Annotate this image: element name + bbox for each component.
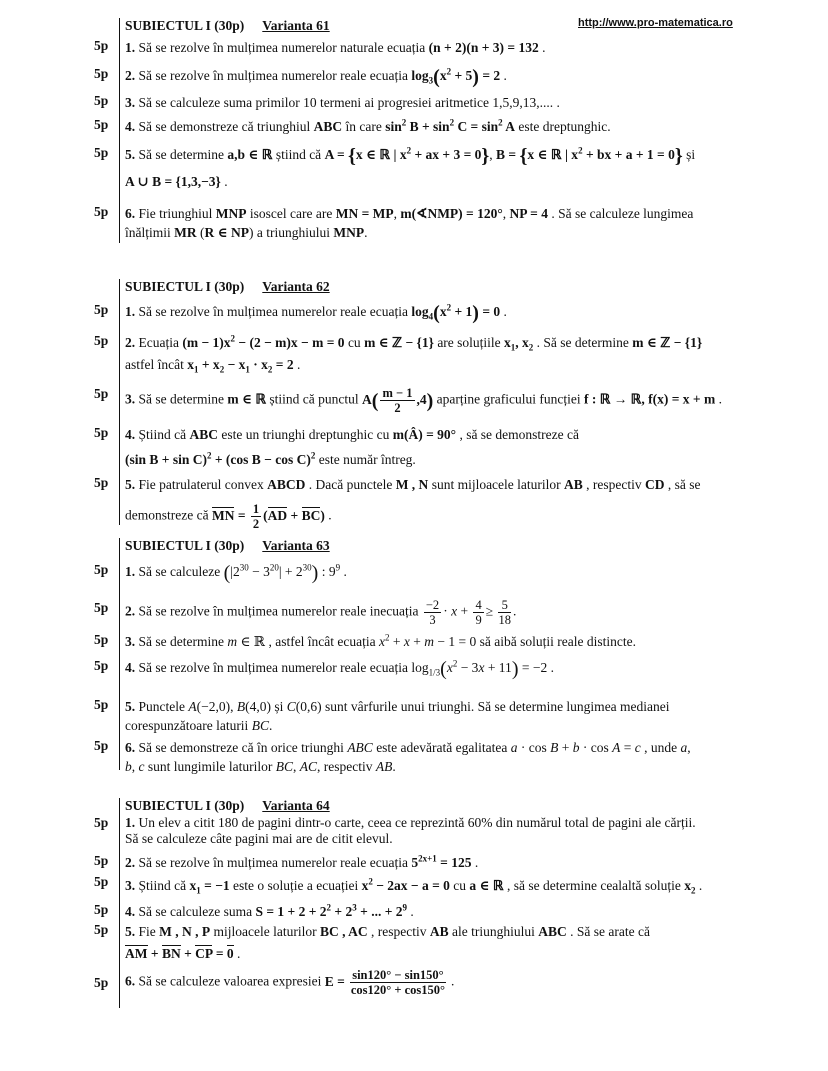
points-label: 5p [94, 697, 109, 712]
problem-item: 4. Să se demonstreze că triunghiul ABC în care $\sin^2 B + \sin^2 C = \sin^2 A$ este dreptunghic. [125, 117, 611, 134]
problem-number: 4. [125, 119, 136, 134]
problem-number: 4. [125, 660, 136, 675]
problem-number: 6. [125, 206, 136, 221]
variant-label: Varianta 64 [262, 798, 330, 813]
problem-number: 1. [125, 304, 136, 319]
section-title: SUBIECTUL I (30p) [125, 18, 245, 33]
problem-number: 5. [125, 477, 136, 492]
problem-number: 3. [125, 391, 136, 407]
problem-item: 3. Să se determine m ∈ ℝ știind că punctul A( $\frac{m - 1}{2}$ ,4) aparține graficului funcției f : ℝ → ℝ, f(x) = x + m . [125, 386, 722, 415]
points-label: 5p [94, 425, 109, 440]
points-label: 5p [94, 333, 109, 348]
margin-rule [119, 18, 120, 243]
points-label: 5p [94, 600, 109, 615]
points-label: 5p [94, 117, 109, 132]
problem-item: 2. Să se rezolve în mulțimea numerelor reale ecuația $5^{2x+1} = 125$ . [125, 853, 479, 870]
points-label: 5p [94, 145, 109, 160]
points-label: 5p [94, 562, 109, 577]
problem-item: 2. Să se rezolve în mulțimea numerelor reale ecuația $\log_3(x^2 + 5) = 2$ . [125, 65, 507, 88]
margin-rule [119, 798, 120, 1008]
problem-item: 5. Punctele A(−2,0), B(4,0) și C(0,6) sunt vârfurile unui triunghi. Să se determine lungimea medianei corespunzătoare laturii BC. [125, 699, 670, 733]
points-label: 5p [94, 66, 109, 81]
points-label: 5p [94, 658, 109, 673]
section-heading [125, 279, 330, 295]
problem-number: 6. [125, 973, 136, 989]
problem-number: 2. [125, 68, 136, 83]
section-heading [125, 798, 330, 814]
points-label: 5p [94, 815, 109, 830]
section-heading [125, 18, 330, 34]
problem-item: 1. Să se rezolve în mulțimea numerelor reale ecuația $\log_4(x^2 + 1) = 0$ . [125, 301, 507, 324]
problem-item: 1. Un elev a citit 180 de pagini dintr-o carte, ceea ce reprezintă 60% din numărul total de pagini ale cărții. Să se calculeze câte pagini mai are de citit elevul. [125, 815, 696, 846]
problem-number: 3. [125, 95, 136, 110]
points-label: 5p [94, 853, 109, 868]
section-title: SUBIECTUL I (30p) [125, 538, 245, 553]
problem-number: 4. [125, 904, 136, 919]
problem-number: 2. [125, 855, 136, 870]
margin-rule [119, 538, 120, 770]
problem-number: 5. [125, 699, 136, 714]
problem-item: 4. Știind că ABC este un triunghi dreptunghic cu m(Â) = 90° , să se demonstreze că (sin B + sin C)$^2$ + (cos B − cos C)$^2$ este număr întreg. [125, 427, 580, 467]
problem-number: 1. [125, 564, 136, 579]
problem-item: 5. Să se determine a,b ∈ ℝ știind că A = {x ∈ ℝ | $x^2$ + ax + 3 = 0}, B = {x ∈ ℝ | $x^2$ + bx + a + 1 = 0} și A ∪ B = {1,3,−3} . [125, 144, 696, 189]
problem-item: 3. Știind că $x_1 = -1$ este o soluție a ecuației $x^2 - 2ax - a = 0$ cu a ∈ ℝ , să se determine cealaltă soluție $x_2$ . [125, 876, 703, 896]
problem-number: 5. [125, 147, 136, 162]
section-title: SUBIECTUL I (30p) [125, 279, 245, 294]
problem-item: 6. Să se demonstreze că în orice triunghi ABC este adevărată egalitatea a · cos B + b · cos A = c , unde a, b, c sunt lungimile laturilor BC, AC, respectiv AB. [125, 740, 691, 774]
points-label: 5p [94, 902, 109, 917]
problem-item: 4. Să se rezolve în mulțimea numerelor reale ecuația $\log_{1/3}(x^2 - 3x + 11) = -2$ . [125, 657, 554, 680]
problem-item: 5. Fie M , N , P mijloacele laturilor BC , AC , respectiv AB ale triunghiului ABC . Să se arate că AM + BN + CP = 0 . [125, 924, 650, 961]
problem-number: 1. [125, 815, 136, 830]
problem-item: 5. Fie patrulaterul convex ABCD . Dacă punctele M , N sunt mijloacele laturilor AB , respectiv CD , să se demonstreze că MN = $\frac{1}{2}$ (AD + BC) . [125, 477, 701, 531]
section-heading [125, 538, 330, 554]
problem-number: 6. [125, 740, 136, 755]
points-label: 5p [94, 38, 109, 53]
problem-number: 2. [125, 335, 136, 350]
site-url[interactable]: http://www.pro-matematica.ro [578, 17, 733, 29]
problem-item: 6. Să se calculeze valoarea expresiei E = $\frac{\sin 120^\circ - \sin 150^\circ}{\cos 120^\circ + \cos 150^\circ}$ . [125, 968, 455, 997]
points-label: 5p [94, 922, 109, 937]
points-label: 5p [94, 632, 109, 647]
problem-item: 1. Să se rezolve în mulțimea numerelor naturale ecuația (n + 2)(n + 3) = 132 . [125, 40, 546, 55]
problem-number: 2. [125, 603, 136, 619]
points-label: 5p [94, 874, 109, 889]
problem-item: 3. Să se determine m ∈ ℝ , astfel încât ecuația $x^2 + x + m - 1 = 0$ să aibă soluții reale distincte. [125, 632, 636, 649]
section-title: SUBIECTUL I (30p) [125, 798, 245, 813]
problem-number: 5. [125, 924, 136, 939]
points-label: 5p [94, 93, 109, 108]
points-label: 5p [94, 204, 109, 219]
variant-label: Varianta 61 [262, 18, 330, 33]
problem-item: 2. Ecuația $(m - 1)x^2 - (2 - m)x - m = 0$ cu m ∈ ℤ − {1} are soluțiile $x_1$, $x_2$ . Să se determine m ∈ ℤ − {1} astfel încât $x_1 + x_2 - x_1 \cdot x_2 = 2$ . [125, 333, 703, 375]
problem-number: 3. [125, 878, 136, 893]
problem-number: 4. [125, 427, 136, 442]
points-label: 5p [94, 386, 109, 401]
variant-label: Varianta 63 [262, 538, 330, 553]
problem-number: 3. [125, 634, 136, 649]
points-label: 5p [94, 302, 109, 317]
points-label: 5p [94, 975, 109, 990]
variant-label: Varianta 62 [262, 279, 330, 294]
problem-item: 2. Să se rezolve în mulțimea numerelor reale inecuația $\frac{-2}{3}$ · x + $\frac{4}{9}$ ≥ $\frac{5}{18}$ . [125, 598, 517, 627]
points-label: 5p [94, 738, 109, 753]
problem-item: 6. Fie triunghiul MNP isoscel care are MN = MP, m(∢NMP) = 120°, NP = 4 . Să se calculeze lungimea înălțimii MR (R ∈ NP) a triunghiului MNP. [125, 206, 694, 240]
problem-item: 4. Să se calculeze suma $S = 1 + 2 + 2^2 + 2^3$ + ... + $2^9$ . [125, 902, 414, 919]
points-label: 5p [94, 475, 109, 490]
problem-number: 1. [125, 40, 136, 55]
problem-item: 3. Să se calculeze suma primilor 10 termeni ai progresiei aritmetice 1,5,9,13,.... . [125, 95, 560, 110]
problem-item: 1. Să se calculeze $(|2^{30} - 3^{20}| + 2^{30})$ : $9^9$ . [125, 561, 347, 584]
margin-rule [119, 279, 120, 525]
